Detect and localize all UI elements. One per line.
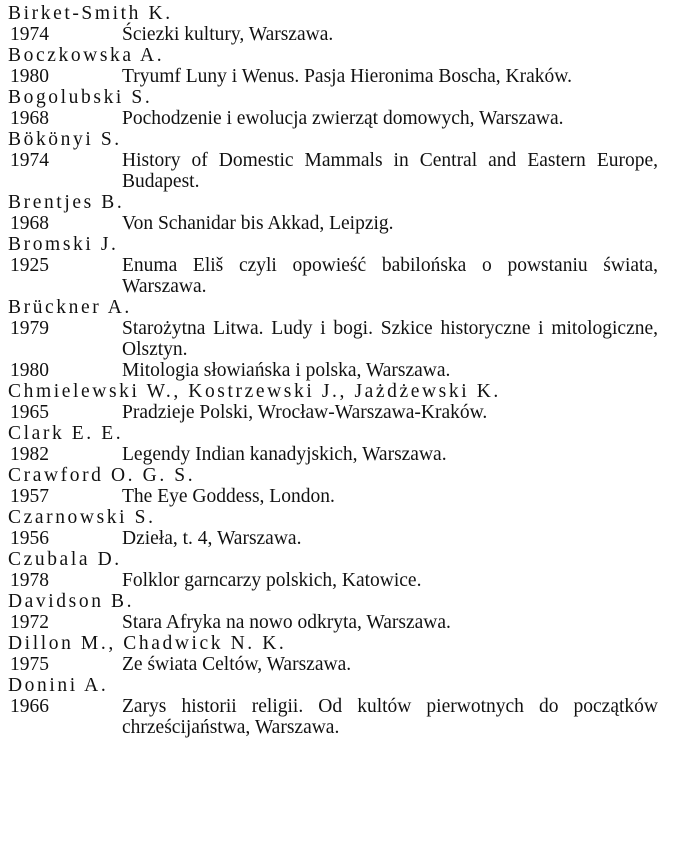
bibliography-entry bbox=[8, 234, 700, 297]
entry-author: Brentjes B. bbox=[8, 192, 125, 213]
work-year: 1974 bbox=[10, 24, 49, 45]
entry-work bbox=[8, 612, 700, 633]
work-year: 1966 bbox=[10, 696, 49, 717]
work-year: 1982 bbox=[10, 444, 49, 465]
bibliography-entry bbox=[8, 45, 700, 87]
work-year: 1979 bbox=[10, 318, 49, 339]
entry-work bbox=[8, 213, 700, 234]
work-title: Zarys historii religii. Od kultów pierwotnych do początków chrześcijaństwa, Warszawa. bbox=[122, 696, 658, 738]
entry-author: Czubala D. bbox=[8, 549, 122, 570]
work-title: Starożytna Litwa. Ludy i bogi. Szkice historyczne i mitologiczne, Olsztyn. bbox=[122, 318, 658, 360]
entry-author: Donini A. bbox=[8, 675, 109, 696]
entry-author: Boczkowska A. bbox=[8, 45, 165, 66]
work-year: 1980 bbox=[10, 360, 49, 381]
entry-author: Bogolubski S. bbox=[8, 87, 153, 108]
bibliography-entry bbox=[8, 3, 700, 45]
work-year: 1957 bbox=[10, 486, 49, 507]
work-title: Folklor garncarzy polskich, Katowice. bbox=[122, 570, 422, 591]
bibliography-entry bbox=[8, 633, 700, 675]
work-year: 1965 bbox=[10, 402, 49, 423]
entry-work bbox=[8, 24, 700, 45]
work-year: 1968 bbox=[10, 108, 49, 129]
bibliography-entry bbox=[8, 549, 700, 591]
work-title: Stara Afryka na nowo odkryta, Warszawa. bbox=[122, 612, 451, 633]
entry-work bbox=[8, 402, 700, 423]
work-title: Mitologia słowiańska i polska, Warszawa. bbox=[122, 360, 451, 381]
work-title: Ze świata Celtów, Warszawa. bbox=[122, 654, 352, 675]
work-year: 1956 bbox=[10, 528, 49, 549]
work-title: History of Domestic Mammals in Central and Eastern Europe, Budapest. bbox=[122, 150, 658, 192]
entry-work bbox=[8, 66, 700, 87]
entry-work bbox=[8, 318, 700, 360]
bibliography-entry bbox=[8, 465, 700, 507]
work-year: 1968 bbox=[10, 213, 49, 234]
work-title: Legendy Indian kanadyjskich, Warszawa. bbox=[122, 444, 447, 465]
bibliography-entry bbox=[8, 381, 700, 423]
work-title: Ściezki kultury, Warszawa. bbox=[122, 24, 334, 45]
bibliography-entry bbox=[8, 129, 700, 192]
entry-author: Czarnowski S. bbox=[8, 507, 156, 528]
work-title: Pradzieje Polski, Wrocław-Warszawa-Kraków. bbox=[122, 402, 488, 423]
entry-author: Dillon M., Chadwick N. K. bbox=[8, 633, 287, 654]
work-year: 1974 bbox=[10, 150, 49, 171]
bibliography-entry bbox=[8, 675, 700, 738]
entry-author: Bökönyi S. bbox=[8, 129, 122, 150]
entry-author: Bromski J. bbox=[8, 234, 119, 255]
work-title: Tryumf Luny i Wenus. Pasja Hieronima Boscha, Kraków. bbox=[122, 66, 572, 87]
entry-work bbox=[8, 360, 700, 381]
work-year: 1972 bbox=[10, 612, 49, 633]
work-title: Dzieła, t. 4, Warszawa. bbox=[122, 528, 302, 549]
bibliography-entry bbox=[8, 591, 700, 633]
entry-author: Chmielewski W., Kostrzewski J., Jażdżewski K. bbox=[8, 381, 501, 402]
entry-work bbox=[8, 255, 700, 297]
entry-work bbox=[8, 696, 700, 738]
work-title: Von Schanidar bis Akkad, Leipzig. bbox=[122, 213, 394, 234]
entry-work bbox=[8, 150, 700, 192]
entry-author: Birket-Smith K. bbox=[8, 3, 173, 24]
work-year: 1925 bbox=[10, 255, 49, 276]
bibliography-entry bbox=[8, 297, 700, 381]
entry-work bbox=[8, 528, 700, 549]
work-year: 1978 bbox=[10, 570, 49, 591]
work-year: 1980 bbox=[10, 66, 49, 87]
entry-work bbox=[8, 654, 700, 675]
work-title: Pochodzenie i ewolucja zwierząt domowych, Warszawa. bbox=[122, 108, 564, 129]
work-year: 1975 bbox=[10, 654, 49, 675]
entry-author: Crawford O. G. S. bbox=[8, 465, 196, 486]
work-title: Enuma Eliš czyli opowieść babilońska o powstaniu świata, Warszawa. bbox=[122, 255, 658, 297]
entry-work bbox=[8, 570, 700, 591]
bibliography-entry bbox=[8, 87, 700, 129]
entry-work bbox=[8, 108, 700, 129]
bibliography-entry bbox=[8, 507, 700, 549]
entry-work bbox=[8, 444, 700, 465]
work-title: The Eye Goddess, London. bbox=[122, 486, 335, 507]
bibliography-entry bbox=[8, 192, 700, 234]
bibliography-entry bbox=[8, 423, 700, 465]
entry-work bbox=[8, 486, 700, 507]
entry-author: Davidson B. bbox=[8, 591, 135, 612]
entry-author: Clark E. E. bbox=[8, 423, 124, 444]
entry-author: Brückner A. bbox=[8, 297, 132, 318]
